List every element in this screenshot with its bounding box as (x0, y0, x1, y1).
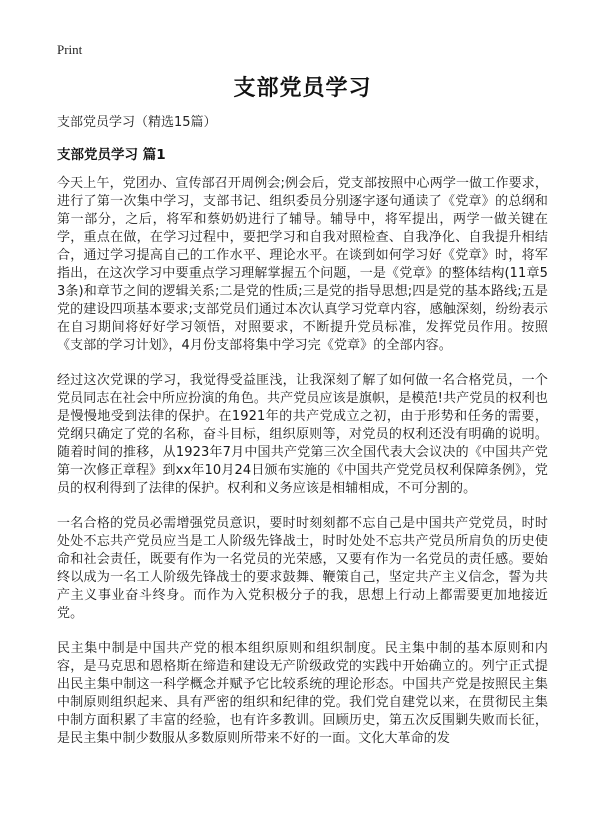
body-paragraph-2: 经过这次党课的学习，我觉得受益匪浅，让我深刻了解了如何做一名合格党员，一个党员同志在社会中所应扮演的角色。共产党员应该是旗帜，是模范!共产党员的权利也是慢慢地受到法律的保护。在1921年的共产党成立之初，由于形势和任务的需要，党纲只确定了党的名称，奋斗目标，组织原则等，对党员的权利还没有明确的说明。随着时间的推移，从1923年7月中国共产党第三次全国代表大会议决的《中国共产党第一次修正章程》到xx年10月24日颁布实施的《中国共产党党员权利保障条例》，党员的权利得到了法律的保护。权利和义务应该是相辅相成，不可分割的。 (57, 373, 548, 496)
print-label[interactable]: Print (57, 42, 83, 57)
section-heading: 支部党员学习 篇1 (57, 147, 166, 163)
page-title: 支部党员学习 (233, 76, 372, 101)
body-paragraph-3: 一名合格的党员必需增强党员意识，要时时刻刻都不忘自己是中国共产党党员，时时处处不忘共产党员应当是工人阶级先锋战士，时时处处不忘共产党员所肩负的历史使命和社会责任，既要有作为一名党员的光荣感，又要有作为一名党员的责任感。要始终以成为一名工人阶级先锋战士的要求鼓舞、鞭策自己，坚定共产主义信念，誓为共产主义事业奋斗终身。而作为入党积极分子的我，思想上行动上都需要更加地接近党。 (57, 516, 548, 621)
body-paragraph-4: 民主集中制是中国共产党的根本组织原则和组织制度。民主集中制的基本原则和内容，是马克思和恩格斯在缔造和建设无产阶级政党的实践中开始确立的。列宁正式提出民主集中制这一科学概念并赋予它比较系统的理论形态。中国共产党是按照民主集中制原则组织起来、具有严密的组织和纪律的党。我们党自建党以来，在贯彻民主集中制方面积累了丰富的经验，也有许多教训。回顾历史，第五次反围剿失败而长征，是民主集中制少数服从多数原则所带来不好的一面。文化大革命的发 (57, 641, 548, 746)
document-subtitle: 支部党员学习（精选15篇） (57, 115, 217, 130)
body-paragraph-1: 今天上午，党团办、宣传部召开周例会;例会后，党支部按照中心两学一做工作要求，进行了第一次集中学习，支部书记、组织委员分别逐字逐句通读了《党章》的总纲和第一部分，之后，将军和蔡奶奶进行了辅导。辅导中，将军提出，两学一做关键在学，重点在做，在学习过程中，要把学习和自我对照检查、自我净化、自我提升相结合，通过学习提高自己的工作水平、理论水平。在谈到如何学习好《党章》时，将军指出，在这次学习中要重点学习理解掌握五个问题，一是《党章》的整体结构(11章53条)和章节之间的逻辑关系;二是党的性质;三是党的指导思想;四是党的基本路线;五是党的建设四项基本要求;支部党员们通过本次认真学习党章内容，感触深刻，纷纷表示在自习期间将好好学习领悟，对照要求，不断提升党员标准，发挥党员作用。按照《支部的学习计划》，4月份支部将集中学习完《党章》的全部内容。 (57, 176, 548, 353)
